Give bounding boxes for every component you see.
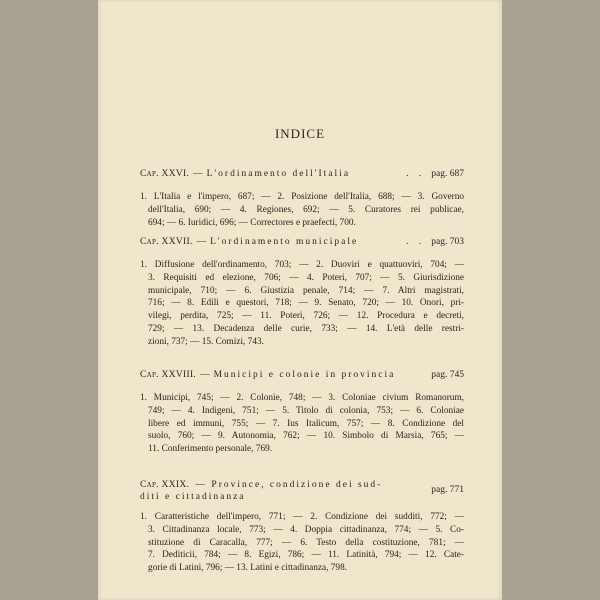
contents-line: 694; — 6. Iuridici, 696; — Correctores e praefecti, 700. (148, 217, 356, 228)
contents-line: 1. Caratteristiche dell'impero, 771; — 2. Condizione dei sudditi, 772; — (140, 512, 464, 522)
contents-line: dell'Italia, 690; — 4. Regiones, 692; — 5. Curatores rei publicae, (148, 204, 464, 215)
chapter-page: pag. 687 (431, 169, 464, 179)
chapter-heading (140, 236, 464, 248)
chapter-contents (140, 259, 464, 349)
chapter-number: Cap. XXVI. (140, 169, 190, 179)
contents-line: 716; — 8. Edili e questori, 718; — 9. Senato, 720; — 10. Onori, pri- (148, 298, 464, 309)
contents-line: zioni, 737; — 15. Comizi, 743. (148, 336, 264, 347)
contents-line: 1. L'Italia e l'impero, 687; — 2. Posizione dell'Italia, 688; — 3. Governo (140, 192, 464, 202)
contents-line: 749; — 4. Indigeni, 751; — 5. Titolo di colonia, 753; — 6. Coloniae (148, 405, 464, 416)
chapter-heading (140, 369, 464, 381)
contents-line: vilegi, perdita, 725; — 11. Poteri, 726; — 12. Procedura e decreti, (148, 311, 464, 322)
contents-line: 7. Dediticii, 784; — 8. Egizi, 786; — 11. Latinità, 794; — 12. Cate- (148, 550, 464, 561)
chapter-number: Cap. XXVIII. (140, 370, 197, 380)
chapter-dash: — (200, 370, 210, 380)
chapter-heading (140, 479, 464, 503)
chapter-page: pag. 745 (431, 370, 464, 380)
chapter-title: Province, condizione dei sud- (211, 480, 383, 490)
chapter-page: pag. 703 (431, 237, 464, 247)
chapter-xxvi (140, 168, 464, 229)
chapter-page: pag. 771 (431, 485, 464, 495)
chapter-number: Cap. XXIX. (140, 480, 190, 490)
contents-line: stituzione di Caracalla, 777; — 6. Testo della costituzione, 781; — (148, 537, 464, 548)
chapter-dash: — (193, 169, 203, 179)
chapter-title: Municipi e colonie in provincia (213, 370, 396, 380)
contents-line: gorie di Latini, 796; — 13. Latini e cittadinanza, 798. (148, 563, 348, 574)
leader-dots: . . (406, 169, 426, 179)
contents-line: 3. Cittadinanza locale, 773; — 4. Doppia cittadinanza, 774; — 5. Co- (148, 524, 464, 535)
contents-line: suolo, 760; — 9. Autonomia, 762; — 10. Simbolo di Marsia, 765; — (148, 431, 464, 442)
chapter-contents (140, 392, 464, 456)
contents-line: 1. Municipi, 745; — 2. Colonie, 748; — 3. Coloniae civium Romanorum, (140, 393, 464, 403)
contents-line: 11. Conferimento personale, 769. (148, 444, 273, 455)
chapter-title: L'ordinamento municipale (210, 237, 359, 247)
page-title: INDICE (274, 126, 326, 141)
chapter-title-continued: diti e cittadinanza (140, 492, 246, 502)
chapter-contents (140, 191, 464, 229)
contents-line: 3. Requisiti ed elezione, 706; — 4. Poteri, 707; — 5. Giurisdizione (148, 272, 464, 283)
chapter-xxvii (140, 236, 464, 349)
contents-line: 1. Diffusione dell'ordinamento, 703; — 2. Duoviri e quattuoviri, 704; — (140, 260, 464, 270)
contents-line: municipale, 710; — 6. Giustizia penale, 714; — 7. Altri magistrati, (148, 285, 464, 296)
chapter-dash: — (196, 237, 207, 247)
chapter-xxix (140, 479, 464, 575)
chapter-dash: — (195, 480, 206, 490)
chapter-xxviii (140, 369, 464, 456)
chapter-heading (140, 168, 464, 180)
leader-dots: . . (406, 237, 426, 247)
book-page (98, 0, 502, 600)
chapter-number: Cap. XXVII. (140, 237, 193, 247)
contents-line: libere ed immuni, 755; — 7. Ius Italicum, 757; — 8. Condizione del (148, 418, 464, 429)
contents-line: 729; — 13. Decadenza delle curie, 733; — 14. L'età delle restri- (148, 323, 464, 334)
chapter-title: L'ordinamento dell'Italia (206, 169, 351, 179)
chapter-contents (140, 511, 464, 575)
